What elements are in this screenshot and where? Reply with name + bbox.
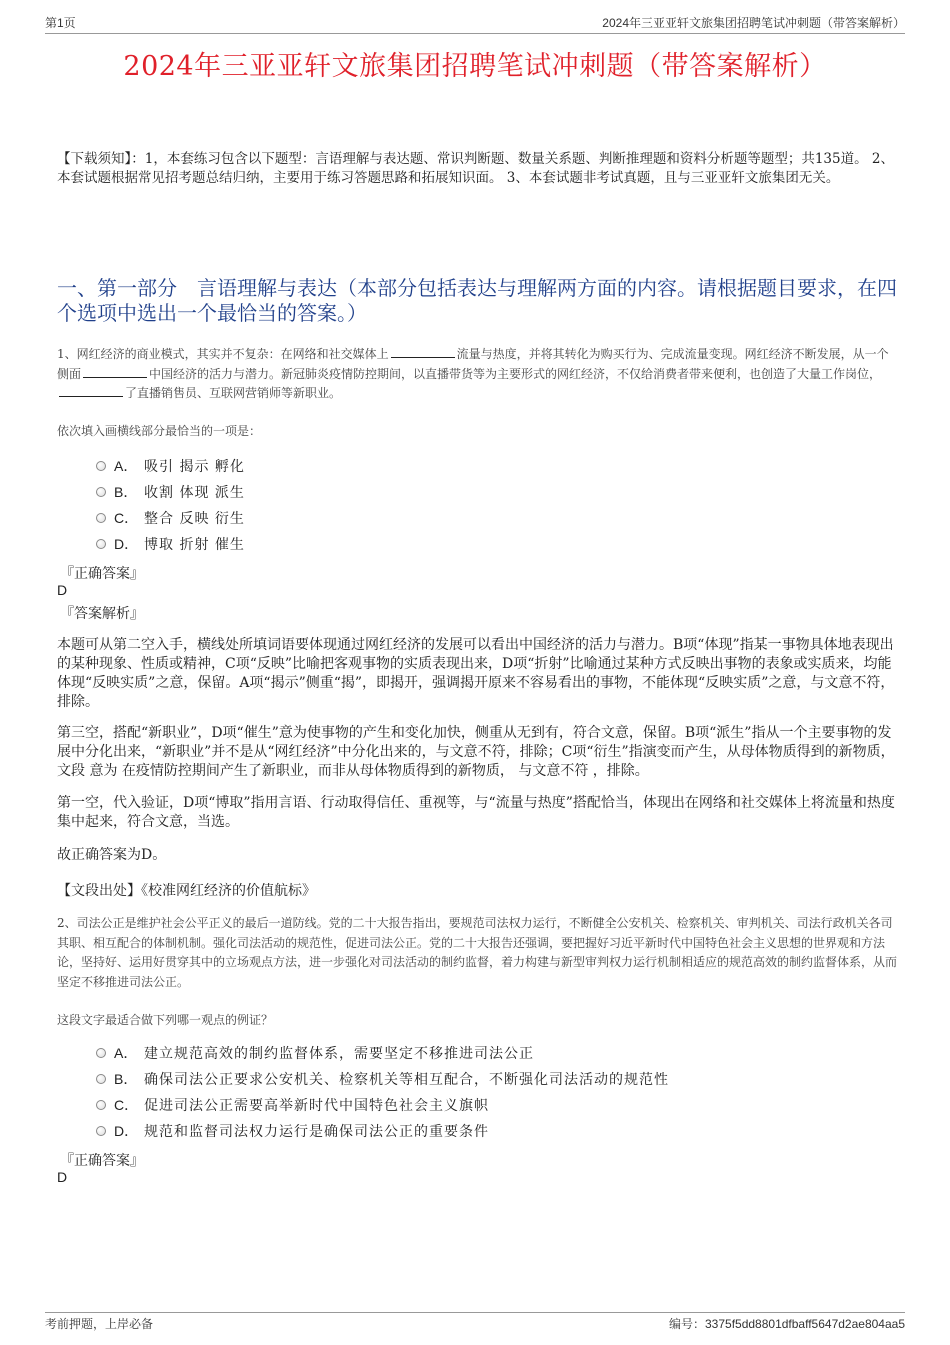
q2-option-b[interactable]: [96, 1066, 669, 1092]
q1-analysis-label: 『答案解析』: [60, 606, 144, 622]
blank-2: [83, 366, 147, 378]
q1-source: 【文段出处】《校准网红经济的价值航标》: [57, 883, 316, 899]
q1-analysis-paragraph: 故正确答案为D。: [57, 847, 167, 863]
q1-answer-label: 『正确答案』: [60, 566, 144, 582]
document-title: 2024年三亚亚轩文旅集团招聘笔试冲刺题（带答案解析）: [123, 51, 827, 82]
q1-option-c[interactable]: [96, 505, 245, 531]
option-text: 促进司法公正需要高举新时代中国特色社会主义旗帜: [144, 1098, 489, 1114]
q1-text-part-a: 1、网红经济的商业模式，其实并不复杂：在网络和社交媒体上: [57, 347, 389, 361]
question-1-options: [96, 453, 245, 557]
question-1-text: [57, 345, 898, 404]
q1-text-part-b: 流量与热度，并将其转化为购买行为、完成流量变现。网红经济不断发展，从一个侧面: [57, 347, 889, 381]
q1-analysis-paragraph: 本题可从第二空入手，横线处所填词语要体现通过网红经济的发展可以看出中国经济的活力与潜力。B项“体现”指某一事物具体地表现出的某种现象、性质或精神，C项“反映”比喻把客观事物的实质表现出来，D项“折射”比喻通过某种方式反映出事物的表象或实质来，均能体现“反映实质”之意，保留。A项“揭示”侧重“揭”，即揭开，强调揭开原来不容易看出的事物，不能体现“反映实质”之意，与文意不符，排除。: [57, 637, 895, 710]
q1-option-a[interactable]: [96, 453, 245, 479]
radio-button-icon[interactable]: [96, 513, 106, 523]
option-letter: B．: [114, 484, 138, 500]
q1-answer-value: D: [57, 582, 68, 598]
radio-button-icon[interactable]: [96, 461, 106, 471]
option-letter: C．: [114, 1097, 139, 1113]
blank-3: [59, 385, 123, 397]
radio-button-icon[interactable]: [96, 1126, 106, 1136]
q1-analysis-paragraph: 第三空，搭配“新职业”，D项“催生”意为使事物的产生和变化加快，侧重从无到有，符合文意，保留。B项“派生”指从一个主要事物的发展中分化出来，“新职业”并不是从“网红经济”中分化出来的，与文意不符，排除；C项“衍生”指演变而产生，从母体物质得到的新物质，文段 意为 在疫情防控期间产生了新职业，而非从母体物质得到的新物质， 与文意不符 ，排除。: [57, 725, 895, 779]
option-letter: D．: [114, 1123, 139, 1139]
question-2-options: [96, 1040, 669, 1144]
option-letter: C．: [114, 510, 139, 526]
blank-1: [391, 346, 455, 358]
q2-answer-label: 『正确答案』: [60, 1153, 144, 1169]
footer-doc-id: 编号：3375f5dd8801dfbaff5647d2ae804aa5: [669, 1317, 905, 1331]
radio-button-icon[interactable]: [96, 539, 106, 549]
option-text: 规范和监督司法权力运行是确保司法公正的重要条件: [144, 1124, 489, 1140]
radio-button-icon[interactable]: [96, 1074, 106, 1084]
q2-option-d[interactable]: [96, 1118, 669, 1144]
radio-button-icon[interactable]: [96, 1100, 106, 1110]
q2-answer-value: D: [57, 1169, 68, 1185]
question-1-prompt: 依次填入画横线部分最恰当的一项是：: [57, 424, 262, 438]
option-letter: B．: [114, 1071, 138, 1087]
q1-option-d[interactable]: [96, 531, 245, 557]
option-text: 博取 折射 催生: [144, 537, 245, 553]
header-title: 2024年三亚亚轩文旅集团招聘笔试冲刺题（带答案解析）: [602, 16, 905, 30]
download-notice: 【下载须知】：1，本套练习包含以下题型：言语理解与表达题、常识判断题、数量关系题、判断推理题和资料分析题等题型；共135道。 2、本套试题根据常见招考题总结归纳，主要用于练习答题思路和拓展知识面。 3、本套试题非考试真题，且与三亚亚轩文旅集团无关。: [57, 151, 894, 186]
question-2-prompt: 这段文字最适合做下列哪一观点的例证？: [57, 1013, 274, 1027]
question-2-text: 2、司法公正是维护社会公平正义的最后一道防线。党的二十大报告指出，要规范司法权力运行，不断健全公安机关、检察机关、审判机关、司法行政机关各司其职、相互配合的体制机制。强化司法活动的规范性，促进司法公正。党的二十大报告还强调，要把握好习近平新时代中国特色社会主义思想的世界观和方法论，坚持好、运用好贯穿其中的立场观点方法，进一步强化对司法活动的制约监督，着力构建与新型审判权力运行机制相适应的规范高效的制约监督体系，从而坚定不移推进司法公正。: [57, 916, 898, 989]
option-text: 确保司法公正要求公安机关、检察机关等相互配合，不断强化司法活动的规范性: [144, 1072, 669, 1088]
q2-option-c[interactable]: [96, 1092, 669, 1118]
radio-button-icon[interactable]: [96, 1048, 106, 1058]
page-number: 第1页: [45, 16, 76, 30]
option-text: 建立规范高效的制约监督体系，需要坚定不移推进司法公正: [144, 1046, 534, 1062]
option-letter: D．: [114, 536, 139, 552]
q1-analysis-paragraph: 第一空，代入验证，D项“博取”指用言语、行动取得信任、重视等，与“流量与热度”搭配恰当，体现出在网络和社交媒体上将流量和热度集中起来，符合文意，当选。: [57, 795, 895, 830]
q1-option-b[interactable]: [96, 479, 245, 505]
option-letter: A．: [114, 1045, 138, 1061]
footer-slogan: 考前押题，上岸必备: [45, 1317, 154, 1331]
radio-button-icon[interactable]: [96, 487, 106, 497]
section-title: 一、第一部分 言语理解与表达（本部分包括表达与理解两方面的内容。请根据题目要求，在四个选项中选出一个最恰当的答案。）: [57, 276, 897, 325]
page-header: [45, 14, 905, 34]
q1-text-part-d: 了直播销售员、互联网营销师等新职业。: [125, 386, 342, 400]
option-text: 收割 体现 派生: [144, 485, 245, 501]
option-text: 整合 反映 衍生: [144, 511, 245, 527]
q1-text-part-c: 中国经济的活力与潜力。新冠肺炎疫情防控期间，以直播带货等为主要形式的网红经济，不仅给消费者带来便利，也创造了大量工作岗位，: [149, 366, 882, 381]
option-text: 吸引 揭示 孵化: [144, 459, 245, 475]
page-footer: [45, 1312, 905, 1332]
q2-option-a[interactable]: [96, 1040, 669, 1066]
option-letter: A．: [114, 458, 138, 474]
